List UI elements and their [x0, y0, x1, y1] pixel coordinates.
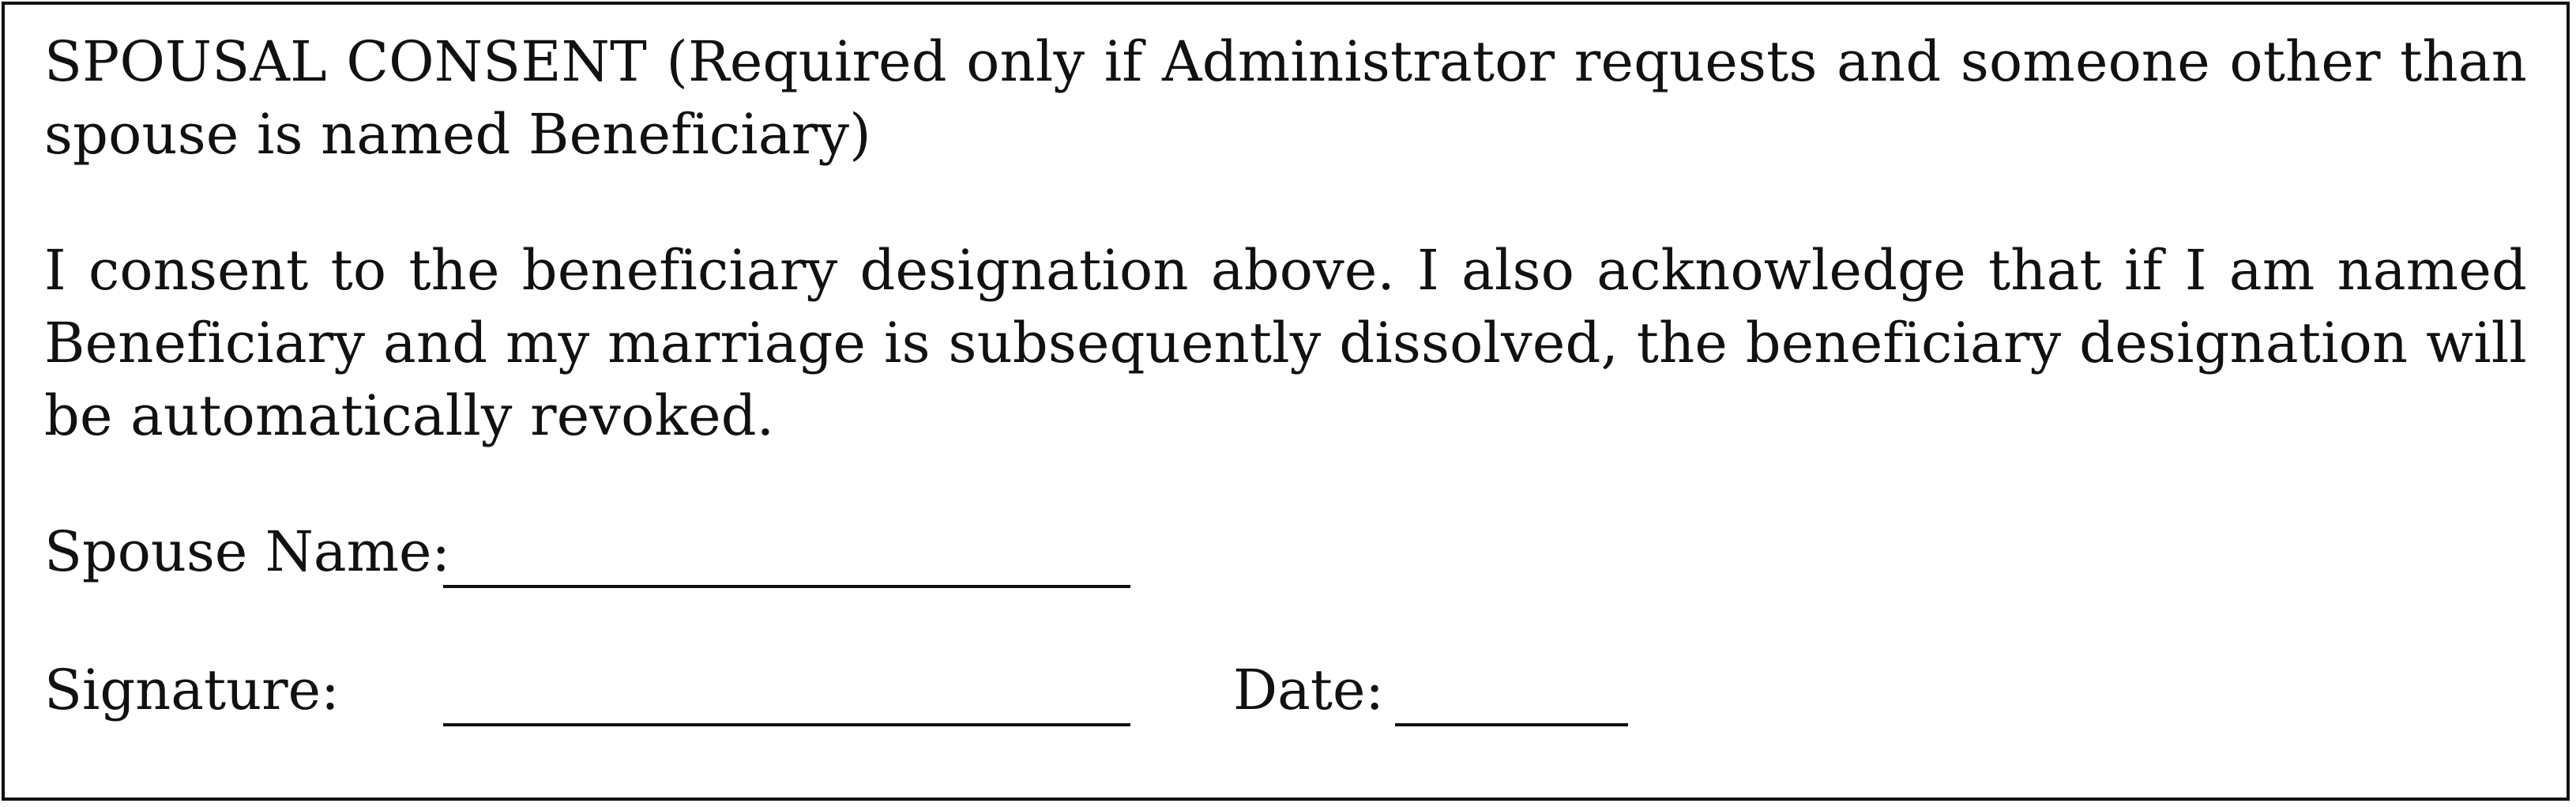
signature-label: Signature: [44, 658, 340, 722]
date-field[interactable] [1395, 723, 1628, 726]
spousal-consent-box [2, 2, 2570, 801]
consent-statement: I consent to the beneficiary designation above. I also acknowledge that if I am named Beneficiary and my marriage is subsequently dissolved, the beneficiary designation will be automatically revoked. [44, 238, 2527, 448]
signature-field[interactable] [443, 723, 1130, 726]
date-label: Date: [1233, 658, 1384, 722]
form-content [44, 25, 2527, 798]
spouse-name-field[interactable] [443, 585, 1130, 588]
section-heading: SPOUSAL CONSENT (Required only if Administrator requests and someone other than spouse is named Beneficiary) [44, 29, 2527, 167]
spouse-name-label: Spouse Name: [44, 519, 450, 584]
